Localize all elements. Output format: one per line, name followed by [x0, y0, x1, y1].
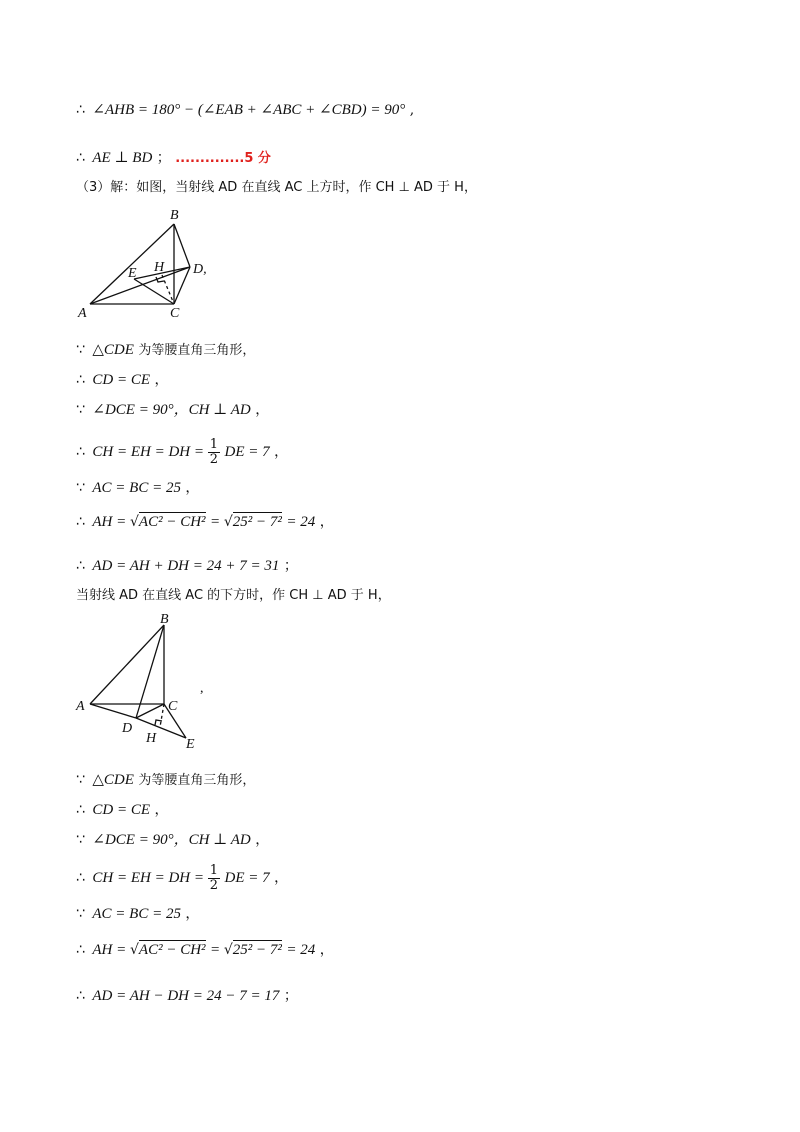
because-symbol: ∵ [76, 342, 85, 358]
proof-line-1 [76, 100, 414, 120]
math-expression: △CDE [92, 772, 134, 788]
label-H: H [146, 731, 157, 746]
because-symbol: ∵ [76, 772, 85, 788]
math-expression: AD = AH − DH = 24 − 7 = 17 [92, 988, 280, 1004]
label-E: E [186, 737, 195, 752]
geometry-figure-2 [70, 612, 230, 752]
math-expression: AD = AH + DH = 24 + 7 = 31 [92, 558, 280, 574]
because-symbol: ∵ [76, 906, 85, 922]
math-expression: AH = [92, 514, 130, 530]
sqrt-sign: √ [130, 514, 139, 530]
math-expression: CH = EH = DH = [92, 870, 208, 886]
proof-line-17 [76, 940, 334, 960]
fraction-numerator: 1 [209, 436, 219, 452]
punctuation: ， [185, 480, 200, 496]
therefore-symbol: ∴ [76, 988, 85, 1004]
math-expression: ∠DCE = 90°，CH ⊥ AD [92, 832, 251, 848]
fraction [208, 438, 220, 467]
punctuation: ， [185, 906, 200, 922]
radicand: AC² − CH² [138, 514, 206, 530]
therefore-symbol: ∴ [76, 870, 85, 886]
proof-line-6 [76, 400, 269, 420]
because-symbol: ∵ [76, 832, 85, 848]
trailing-comma: , [200, 681, 204, 696]
punctuation: ， [255, 832, 270, 848]
proof-line-8 [76, 478, 199, 498]
therefore-symbol: ∴ [76, 558, 85, 574]
proof-line-5 [76, 370, 168, 390]
punctuation: ； [156, 150, 171, 166]
math-expression: ∠DCE = 90°，CH ⊥ AD [92, 402, 251, 418]
math-expression: = [210, 514, 224, 530]
punctuation: , [409, 102, 415, 118]
punctuation: ； [283, 988, 298, 1004]
radicand: AC² − CH² [138, 942, 206, 958]
label-B: B [160, 612, 169, 627]
fraction-denominator: 2 [209, 877, 219, 893]
proof-line-12 [76, 770, 255, 791]
proof-line-13 [76, 800, 168, 820]
segment-BD [174, 224, 190, 267]
label-B: B [170, 208, 179, 223]
punctuation: ， [274, 444, 289, 460]
label-D: D, [193, 262, 207, 277]
sqrt-sign: √ [223, 942, 233, 958]
therefore-symbol: ∴ [76, 444, 85, 460]
label-H: H [154, 260, 165, 275]
fraction-denominator: 2 [209, 451, 219, 467]
punctuation: ， [154, 372, 169, 388]
because-symbol: ∵ [76, 402, 85, 418]
proof-line-14 [76, 830, 269, 850]
proof-line-15 [76, 860, 288, 896]
score-marker: ..............5 分 [175, 151, 271, 166]
punctuation: ； [283, 558, 298, 574]
punctuation: ， [154, 802, 169, 818]
segment-AD [90, 267, 190, 304]
label-E: E [128, 266, 137, 281]
math-expression: AE ⊥ BD [92, 150, 153, 166]
math-expression: ∠AHB = 180° − (∠EAB + ∠ABC + ∠CBD) = 90° [92, 102, 406, 118]
because-symbol: ∵ [76, 480, 85, 496]
segment-AD [90, 704, 136, 718]
therefore-symbol: ∴ [76, 942, 85, 958]
math-expression: △CDE [92, 342, 134, 358]
math-expression: = 24 [286, 514, 316, 530]
geometry-figure-1 [70, 205, 230, 325]
segment-CE [134, 279, 174, 304]
proof-line-16 [76, 904, 199, 924]
punctuation: ， [319, 514, 334, 530]
math-expression: DE = 7 [224, 444, 270, 460]
math-expression: DE = 7 [224, 870, 270, 886]
punctuation: ， [319, 942, 334, 958]
sqrt-sign: √ [130, 942, 139, 958]
part-3-heading: （3）解：如图，当射线 AD 在直线 AC 上方时，作 CH ⊥ AD 于 H， [76, 180, 477, 195]
proof-line-4 [76, 340, 255, 361]
math-expression: CD = CE [92, 802, 151, 818]
punctuation: ， [255, 402, 270, 418]
text-fragment: 为等腰直角三角形， [138, 773, 256, 788]
label-A: A [76, 699, 85, 714]
proof-line-7 [76, 434, 288, 470]
therefore-symbol: ∴ [76, 802, 85, 818]
math-expression: AC = BC = 25 [92, 480, 181, 496]
label-C: C [168, 699, 178, 714]
math-expression: AC = BC = 25 [92, 906, 181, 922]
segment-CH-dashed [160, 704, 164, 727]
proof-line-2 [76, 148, 271, 169]
proof-line-9 [76, 512, 334, 532]
therefore-symbol: ∴ [76, 102, 85, 118]
math-expression: AH = [92, 942, 130, 958]
proof-line-18 [76, 986, 298, 1006]
math-expression: CD = CE [92, 372, 151, 388]
label-C: C [170, 306, 180, 321]
therefore-symbol: ∴ [76, 150, 85, 166]
radicand: 25² − 7² [232, 942, 282, 958]
sqrt-sign: √ [223, 514, 233, 530]
radicand: 25² − 7² [232, 514, 282, 530]
label-A: A [78, 306, 87, 321]
punctuation: ， [274, 870, 289, 886]
math-expression: = [210, 942, 224, 958]
math-expression: = 24 [286, 942, 316, 958]
fraction [208, 864, 220, 893]
therefore-symbol: ∴ [76, 514, 85, 530]
proof-line-10 [76, 556, 298, 576]
therefore-symbol: ∴ [76, 372, 85, 388]
label-D: D [122, 721, 133, 736]
text-fragment: 为等腰直角三角形， [138, 343, 256, 358]
segment-AB [90, 625, 164, 704]
math-expression: CH = EH = DH = [92, 444, 208, 460]
fraction-numerator: 1 [209, 862, 219, 878]
case-2-heading: 当射线 AD 在直线 AC 的下方时，作 CH ⊥ AD 于 H， [76, 588, 391, 603]
